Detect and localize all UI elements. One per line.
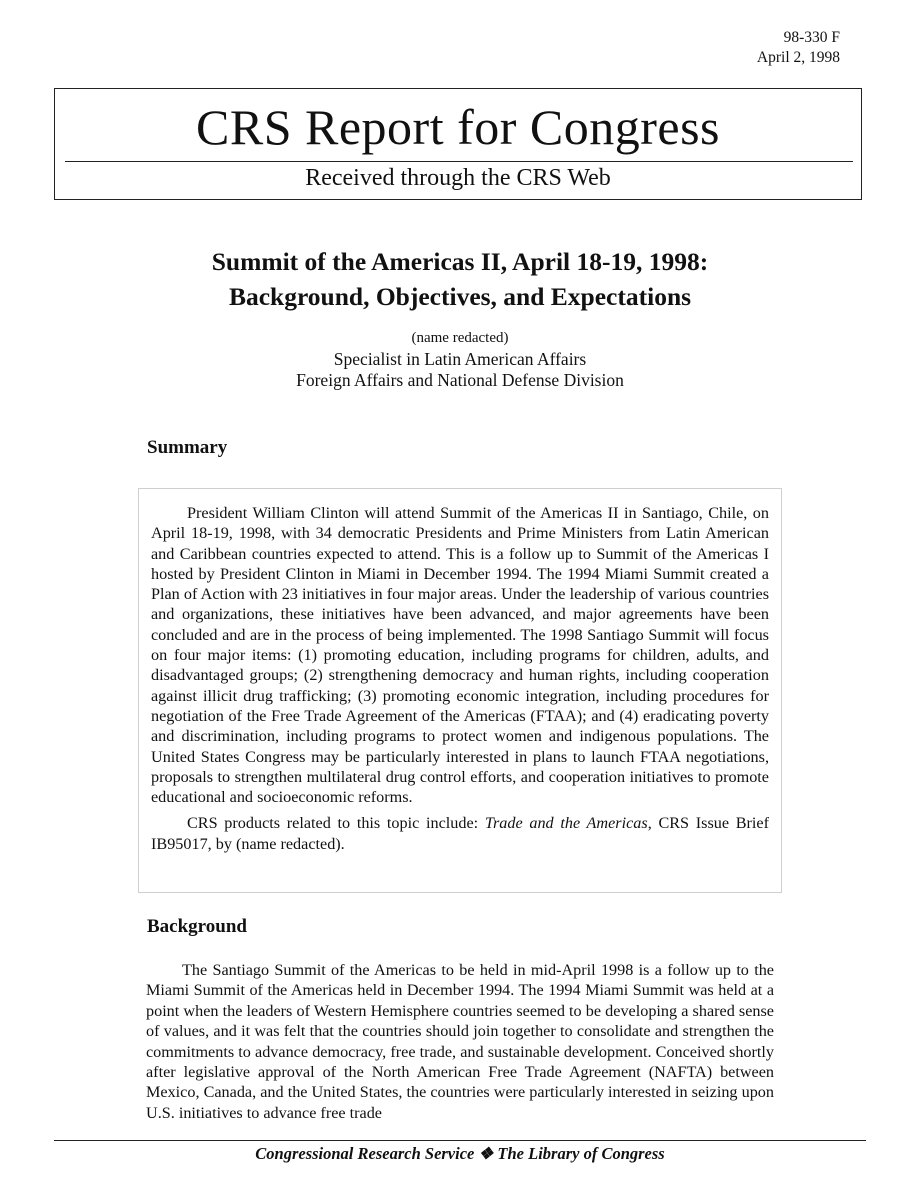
footer-divider [54, 1140, 866, 1141]
background-paragraph-1: The Santiago Summit of the Americas to be held in mid-April 1998 is a follow up to the Miami Summit of the Americas held in December 1994. The 1994 Miami Summit was held at a point when the leaders of Western Hemisphere countries seemed to be developing a shared sense of values, and it was felt that the countries should join together to consolidate and strengthen the commitments to advance democracy, free trade, and sustainable development. Conceived shortly after legislative approval of the North American Free Trade Agreement (NAFTA) between Mexico, Canada, and the United States, the countries were particularly interested in seizing upon U.S. initiatives to advance free trade [146, 961, 774, 1122]
masthead [54, 88, 862, 200]
report-title-line-1: Summit of the Americas II, April 18-19, 1998: [211, 247, 709, 276]
summary-paragraph-2-prefix: CRS products related to this topic include: [187, 814, 485, 833]
report-number-block [757, 28, 840, 68]
footer-separator-icon: ❖ [478, 1144, 494, 1163]
footer-right: The Library of Congress [497, 1144, 665, 1163]
author-name: (name redacted) [411, 330, 509, 346]
masthead-divider [65, 161, 853, 162]
author-block [60, 328, 860, 391]
summary-box [138, 488, 782, 893]
report-number: 98-330 F [783, 29, 840, 46]
masthead-subtitle: Received through the CRS Web [305, 165, 611, 191]
author-position: Specialist in Latin American Affairs [333, 349, 587, 369]
summary-paragraph-2 [151, 813, 769, 854]
report-title [60, 244, 860, 314]
report-title-line-2: Background, Objectives, and Expectations [228, 282, 692, 311]
summary-paragraph-1: President William Clinton will attend Summit of the Americas II in Santiago, Chile, on April 18-19, 1998, with 34 democratic Presidents and Prime Ministers from Latin American and Caribbean countries expected to attend. This is a follow up to Summit of the Americas I hosted by President Clinton in Miami in December 1994. The 1994 Miami Summit created a Plan of Action with 23 initiatives in four major areas. Under the leadership of various countries and organizations, these initiatives have been advanced, and major agreements have been concluded and are in the process of being implemented. The 1998 Santiago Summit will focus on four major items: (1) promoting education, including programs for children, adults, and disadvantaged groups; (2) strengthening democracy and human rights, including cooperation against illicit drug trafficking; (3) promoting economic integration, including procedures for negotiation of the Free Trade Agreement of the Americas (FTAA); and (4) eradicating poverty and discrimination, including programs to protect women and indigenous populations. The United States Congress may be particularly interested in plans to launch FTAA negotiations, proposals to strengthen multilateral drug control efforts, and cooperation initiatives to promote educational and socioeconomic reforms. [151, 504, 769, 807]
footer-left: Congressional Research Service [255, 1144, 475, 1163]
footer [0, 1143, 920, 1165]
masthead-title: CRS Report for Congress [196, 99, 720, 155]
related-product-title: Trade and the Americas [484, 814, 648, 833]
background-heading: Background [147, 916, 247, 937]
author-division: Foreign Affairs and National Defense Division [296, 370, 624, 390]
report-date: April 2, 1998 [756, 49, 840, 66]
summary-heading: Summary [147, 437, 228, 458]
summary-paragraph-2-suffix: , CRS Issue Brief IB95017, by (name redacted). [151, 814, 769, 853]
